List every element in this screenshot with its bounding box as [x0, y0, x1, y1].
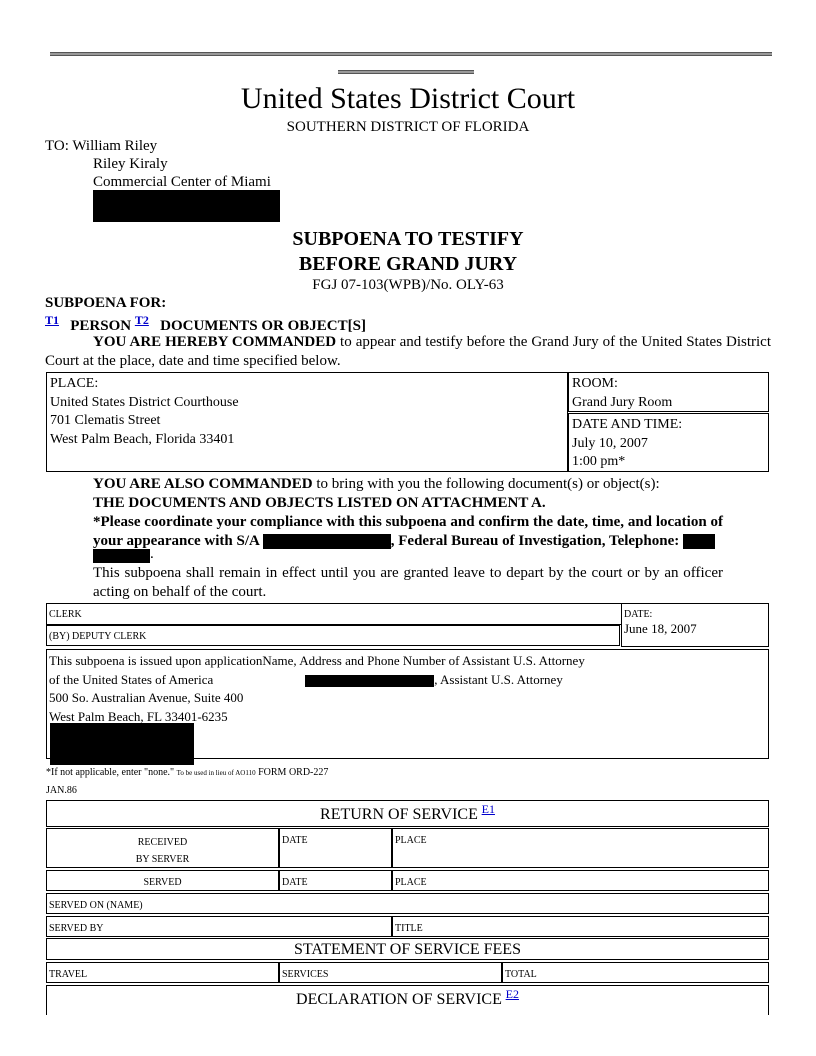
received-place-cell [392, 828, 769, 868]
time-value: 1:00 pm* [572, 454, 626, 469]
also-text: to bring with you the following document(s) or object(s): [312, 476, 660, 492]
recipient-line: Riley Kiraly [93, 156, 168, 172]
date-value: July 10, 2007 [572, 435, 648, 451]
also-commanded [93, 475, 723, 494]
form-number: FORM ORD-227 [258, 767, 329, 778]
command-bold: YOU ARE HEREBY COMMANDED [93, 334, 337, 350]
command-paragraph [45, 333, 771, 371]
header-rule [50, 52, 772, 56]
declaration-title: DECLARATION OF SERVICE [296, 991, 502, 1008]
clerk-box [46, 603, 622, 625]
served-date-cell [279, 870, 392, 891]
declaration-header [46, 985, 769, 1015]
subpoena-title: BEFORE GRAND JURY [298, 253, 518, 275]
person-option: PERSON [70, 318, 132, 334]
footnote-text: *If not applicable, enter "none." [46, 767, 175, 778]
room-value: Grand Jury Room [572, 394, 673, 410]
recipient-line: Commercial Center of Miami [93, 174, 271, 190]
subpoena-for-options [45, 313, 366, 335]
documents-option: DOCUMENTS OR OBJECT[S] [160, 318, 366, 334]
redaction [93, 549, 150, 563]
place-line: United States District Courthouse [50, 394, 239, 410]
date-label: DATE [282, 835, 308, 846]
subpoena-title: SUBPOENA TO TESTIFY [292, 228, 524, 250]
total-label: TOTAL [505, 969, 537, 980]
clerk-label: CLERK [49, 609, 82, 620]
coordinate-text-b: , Federal Bureau of Investigation, Telephone: [390, 533, 680, 549]
deputy-clerk-box [46, 625, 620, 646]
title-cell [392, 916, 769, 937]
return-of-service-header [46, 800, 769, 827]
redaction [683, 534, 715, 549]
datetime-box [568, 413, 769, 472]
served-place-cell [392, 870, 769, 891]
e1-link[interactable]: E1 [481, 802, 495, 816]
also-bold: YOU ARE ALSO COMMANDED [93, 476, 313, 492]
issued-line [49, 671, 766, 690]
redaction [50, 723, 194, 765]
served-cell [46, 870, 279, 891]
place-box [46, 372, 568, 472]
attachment-line: THE DOCUMENTS AND OBJECTS LISTED ON ATTACHMENT A. [93, 495, 546, 511]
coordinate-end: . [150, 546, 154, 562]
footnote [46, 767, 328, 778]
recipient-name: TO: William Riley [45, 138, 158, 154]
issued-line: West Palm Beach, FL 33401-6235 [49, 708, 228, 724]
place-label: PLACE [395, 877, 427, 888]
served-label: SERVED [143, 877, 182, 888]
district-name: SOUTHERN DISTRICT OF FLORIDA [286, 119, 530, 135]
case-number: FGJ 07-103(WPB)/No. OLY-63 [312, 277, 504, 293]
room-label: ROOM: [572, 376, 618, 391]
subpoena-for-label: SUBPOENA FOR: [45, 295, 167, 311]
received-label: RECEIVED [137, 837, 188, 848]
redaction [263, 534, 391, 549]
date-label: DATE [282, 877, 308, 888]
travel-label: TRAVEL [49, 969, 88, 980]
travel-cell [46, 962, 279, 983]
t2-link[interactable]: T2 [134, 313, 149, 327]
served-on-cell [46, 893, 769, 914]
served-by-label: SERVED BY [49, 923, 104, 934]
total-cell [502, 962, 769, 983]
return-title: RETURN OF SERVICE [320, 806, 478, 823]
command-text: to appear and testify before the Grand Jury of the United States District Court at the place, date and time specified below. [45, 334, 771, 369]
issued-text: of the United States of America [49, 671, 214, 687]
court-name: United States District Court [240, 82, 576, 115]
service-fees-header [46, 938, 769, 960]
t1-link[interactable]: T1 [45, 313, 60, 327]
served-by-cell [46, 916, 392, 937]
redaction [93, 190, 280, 222]
served-on-label: SERVED ON (NAME) [49, 900, 143, 911]
place-line: 701 Clematis Street [50, 413, 161, 428]
room-box [568, 372, 769, 412]
form-date: JAN.86 [46, 785, 77, 796]
received-cell [46, 828, 279, 868]
services-label: SERVICES [282, 969, 329, 980]
fees-title: STATEMENT OF SERVICE FEES [294, 941, 521, 958]
issued-line: This subpoena is issued upon applicationName, Address and Phone Number of Assistant U.S. Attorney [49, 653, 585, 668]
clerk-date-label: DATE: [624, 609, 653, 620]
clerk-date-value: June 18, 2007 [624, 621, 697, 636]
place-label: PLACE [395, 835, 427, 846]
place-line: West Palm Beach, Florida 33401 [50, 431, 235, 447]
title-label: TITLE [395, 923, 423, 934]
ausa-suffix: , Assistant U.S. Attorney [434, 671, 563, 687]
issued-line: 500 So. Australian Avenue, Suite 400 [49, 690, 244, 705]
header-rule-short [338, 70, 474, 74]
clerk-date-box [621, 603, 769, 647]
place-label: PLACE: [50, 376, 99, 391]
by-server-label: BY SERVER [135, 854, 190, 865]
coordinate-text: *Please coordinate your compliance with this subpoena and confirm the date, time, and location of your appearance with S/A [93, 514, 723, 549]
received-date-cell [279, 828, 392, 868]
datetime-label: DATE AND TIME: [572, 417, 683, 432]
e2-link[interactable]: E2 [505, 987, 519, 1001]
services-cell [279, 962, 502, 983]
redaction [305, 675, 434, 687]
recipient-block [45, 137, 271, 191]
coordinate-paragraph [93, 513, 723, 551]
footnote-lieu: To be used in lieu of AO110 [176, 769, 256, 777]
deputy-clerk-label: (BY) DEPUTY CLERK [49, 631, 147, 642]
effect-paragraph: This subpoena shall remain in effect until you are granted leave to depart by the court or by an officer acting on behalf of the court. [93, 565, 723, 600]
